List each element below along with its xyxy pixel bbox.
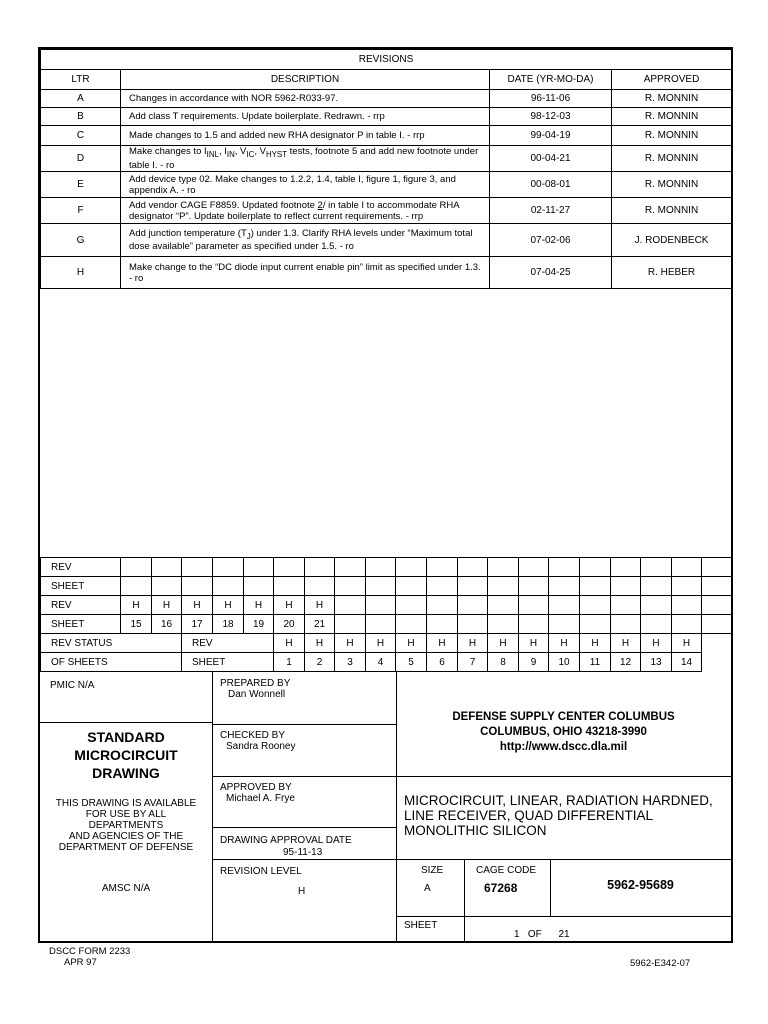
rev-letter-cell: H — [580, 634, 611, 653]
sheet-number-cell: 19 — [244, 615, 274, 634]
rev-letter-cell: H — [182, 596, 213, 615]
prepared-by-name: Dan Wonnell — [228, 689, 286, 700]
revision-row — [41, 108, 732, 126]
header-approved: APPROVED — [612, 70, 732, 90]
rev-letter-cell: H — [458, 634, 488, 653]
revision-letter: F — [41, 198, 121, 224]
rev-status-table — [40, 557, 733, 672]
revision-row — [41, 146, 732, 172]
sheet-number-cell: 17 — [182, 615, 213, 634]
status-row-6 — [41, 653, 733, 672]
approval-date-label: DRAWING APPROVAL DATE — [220, 835, 352, 846]
revision-row — [41, 126, 732, 146]
rev-letter-cell: H — [213, 596, 244, 615]
rev-letter-cell: H — [152, 596, 182, 615]
drawing-number: 5962-95689 — [607, 878, 674, 892]
sheet-number-cell: 18 — [213, 615, 244, 634]
form-number: DSCC FORM 2233 — [49, 946, 131, 957]
sheet-number-cell: 1 — [274, 653, 305, 672]
rev-letter-cell: H — [244, 596, 274, 615]
cage-code-value: 67268 — [484, 881, 518, 895]
sheet-label: SHEET — [182, 653, 274, 672]
revision-letter: D — [41, 146, 121, 172]
revision-date: 98-12-03 — [490, 108, 612, 126]
revision-row — [41, 172, 732, 198]
rev-letter-cell: H — [396, 634, 427, 653]
agency-name: DEFENSE SUPPLY CENTER COLUMBUS — [452, 711, 675, 723]
sheet-number-cell: 15 — [121, 615, 152, 634]
approved-by — [220, 782, 295, 804]
rev-letter-cell: H — [611, 634, 641, 653]
revision-letter: G — [41, 224, 121, 257]
rev-letter-cell: H — [672, 634, 702, 653]
revision-approver: J. RODENBECK — [612, 224, 732, 257]
revision-row — [41, 90, 732, 108]
title-block — [40, 672, 731, 941]
checked-by-name: Sandra Rooney — [226, 741, 296, 752]
revision-level: H — [298, 886, 306, 897]
revision-row — [41, 257, 732, 289]
rev-letter-cell: H — [305, 596, 335, 615]
approved-by-label: APPROVED BY — [220, 782, 292, 793]
revisions-title: REVISIONS — [41, 50, 732, 70]
revision-description: Made changes to 1.5 and added new RHA designator P in table I. - rrp — [121, 126, 490, 146]
revision-date: 00-04-21 — [490, 146, 612, 172]
revision-approver: R. MONNIN — [612, 146, 732, 172]
prepared-by-label: PREPARED BY — [220, 678, 291, 689]
of-sheets-label: OF SHEETS — [41, 653, 182, 672]
revision-description: Add junction temperature $(T_J)$ under 1.3. Clarify RHA levels under “Maximum total dose available” parameter as specified under 1.5. - ro — [121, 224, 490, 257]
status-row-4 — [41, 615, 733, 634]
sheet-number-cell: 5 — [396, 653, 427, 672]
sheet-number-cell: 9 — [519, 653, 549, 672]
rev-letter-cell: H — [519, 634, 549, 653]
drawing-text: DRAWING — [92, 765, 160, 781]
form-footer — [49, 946, 130, 968]
sheet-number-cell: 20 — [274, 615, 305, 634]
revision-date: 07-02-06 — [490, 224, 612, 257]
cage-code-label: CAGE CODE — [476, 865, 537, 876]
revision-date: 99-04-19 — [490, 126, 612, 146]
size-label: SIZE — [421, 865, 444, 876]
prepared-by — [220, 678, 290, 700]
rev-letter-cell: H — [305, 634, 335, 653]
availability-note: THIS DRAWING IS AVAILABLE FOR USE BY ALL DEPARTMENTS AND AGENCIES OF THE DEPARTMENT OF DEFENSE — [55, 798, 197, 853]
revision-row — [41, 198, 732, 224]
rev-letter-cell: H — [274, 634, 305, 653]
sheet-number-cell: 6 — [427, 653, 458, 672]
revision-description: Add class T requirements. Update boilerplate. Redrawn. - rrp — [121, 108, 490, 126]
revision-letter: A — [41, 90, 121, 108]
sheet-number-cell: 11 — [580, 653, 611, 672]
rev-letter-cell: H — [121, 596, 152, 615]
status-row-5 — [41, 634, 733, 653]
revision-date: 96-11-06 — [490, 90, 612, 108]
rev-letter-cell: H — [366, 634, 396, 653]
rev-letter-cell: H — [427, 634, 458, 653]
agency-city: COLUMBUS, OHIO 43218-3990 — [480, 726, 647, 738]
sheet-number-cell: 4 — [366, 653, 396, 672]
revision-approver: R. MONNIN — [612, 172, 732, 198]
revision-level-label: REVISION LEVEL — [220, 866, 302, 877]
part-title: MICROCIRCUIT, LINEAR, RADIATION HARDNED, LINE RECEIVER, QUAD DIFFERENTIAL MONOLITHIC SILICON — [404, 793, 713, 838]
rev-letter-cell: H — [274, 596, 305, 615]
revision-description: Make changes to $I_{INL}$, $I_{IN}$, $V_{IC}$, $V_{HYST}$ tests, footnote 5 and add new footnote under table I. - ro — [121, 146, 490, 172]
status-row-1 — [41, 558, 733, 577]
revision-letter: C — [41, 126, 121, 146]
rev-letter-cell: H — [549, 634, 580, 653]
revision-approver: R. MONNIN — [612, 90, 732, 108]
revisions-body — [41, 90, 732, 289]
sheet-label: SHEET — [41, 615, 121, 634]
form-date: APR 97 — [64, 957, 97, 968]
sheet-label-bottom: SHEET — [404, 920, 438, 931]
sheet-number-cell: 13 — [641, 653, 672, 672]
rev-letter-cell: H — [488, 634, 519, 653]
status-row-3 — [41, 596, 733, 615]
drawing-frame — [38, 47, 733, 943]
sheet-number-cell: 21 — [305, 615, 335, 634]
microcircuit-text: MICROCIRCUIT — [74, 747, 178, 763]
revision-approver: R. MONNIN — [612, 126, 732, 146]
standard-text: STANDARD — [87, 729, 165, 745]
agency-url: http://www.dscc.dla.mil — [499, 741, 628, 753]
revision-date: 07-04-25 — [490, 257, 612, 289]
rev-label: REV — [182, 634, 274, 653]
sheet-number-cell: 12 — [611, 653, 641, 672]
revision-letter: E — [41, 172, 121, 198]
header-ltr: LTR — [41, 70, 121, 90]
rev-letter-cell: H — [641, 634, 672, 653]
revision-description: Make change to the “DC diode input current enable pin” limit as specified under 1.3. - ro — [121, 257, 490, 289]
header-description: DESCRIPTION — [121, 70, 490, 90]
revision-date: 00-08-01 — [490, 172, 612, 198]
approval-date: 95-11-13 — [283, 847, 323, 858]
sheet-label: SHEET — [41, 577, 121, 596]
sheet-number-cell: 14 — [672, 653, 702, 672]
status-row-2 — [41, 577, 733, 596]
rev-letter-cell: H — [335, 634, 366, 653]
rev-label: REV — [41, 596, 121, 615]
blank-revision-space — [40, 313, 731, 557]
size-value: A — [424, 883, 431, 894]
revision-letter: H — [41, 257, 121, 289]
header-date: DATE (YR-MO-DA) — [490, 70, 612, 90]
rev-label: REV — [41, 558, 121, 577]
sheet-number-cell: 2 — [305, 653, 335, 672]
revision-description: Add device type 02. Make changes to 1.2.2, 1.4, table I, figure 1, figure 3, and appendix A. - ro — [121, 172, 490, 198]
revision-row — [41, 224, 732, 257]
std-title — [40, 728, 212, 782]
pmic-label: PMIC N/A — [50, 680, 95, 691]
approved-by-name: Michael A. Frye — [226, 793, 295, 804]
agency-block — [396, 710, 731, 755]
rev-status-label: REV STATUS — [41, 634, 182, 653]
revision-date: 02-11-27 — [490, 198, 612, 224]
sheet-number-cell: 7 — [458, 653, 488, 672]
revision-approver: R. MONNIN — [612, 108, 732, 126]
sheet-number-cell: 3 — [335, 653, 366, 672]
doc-id: 5962-E342-07 — [630, 958, 691, 969]
revision-letter: B — [41, 108, 121, 126]
revision-description: Changes in accordance with NOR 5962-R033-97. — [121, 90, 490, 108]
revision-approver: R. MONNIN — [612, 198, 732, 224]
sheet-number-cell: 10 — [549, 653, 580, 672]
sheet-number-cell: 8 — [488, 653, 519, 672]
checked-by — [220, 730, 296, 752]
revisions-table — [40, 49, 732, 289]
amsc-label: AMSC N/A — [101, 883, 151, 894]
revision-description: Add vendor CAGE F8859. Updated footnote 2/ in table I to accommodate RHA designator “P”. Update boilerplate to reflect current requirements. - rrp — [121, 198, 490, 224]
revision-approver: R. HEBER — [612, 257, 732, 289]
sheet-number-cell: 16 — [152, 615, 182, 634]
checked-by-label: CHECKED BY — [220, 730, 286, 741]
sheet-number: 1 OF 21 — [514, 929, 570, 940]
